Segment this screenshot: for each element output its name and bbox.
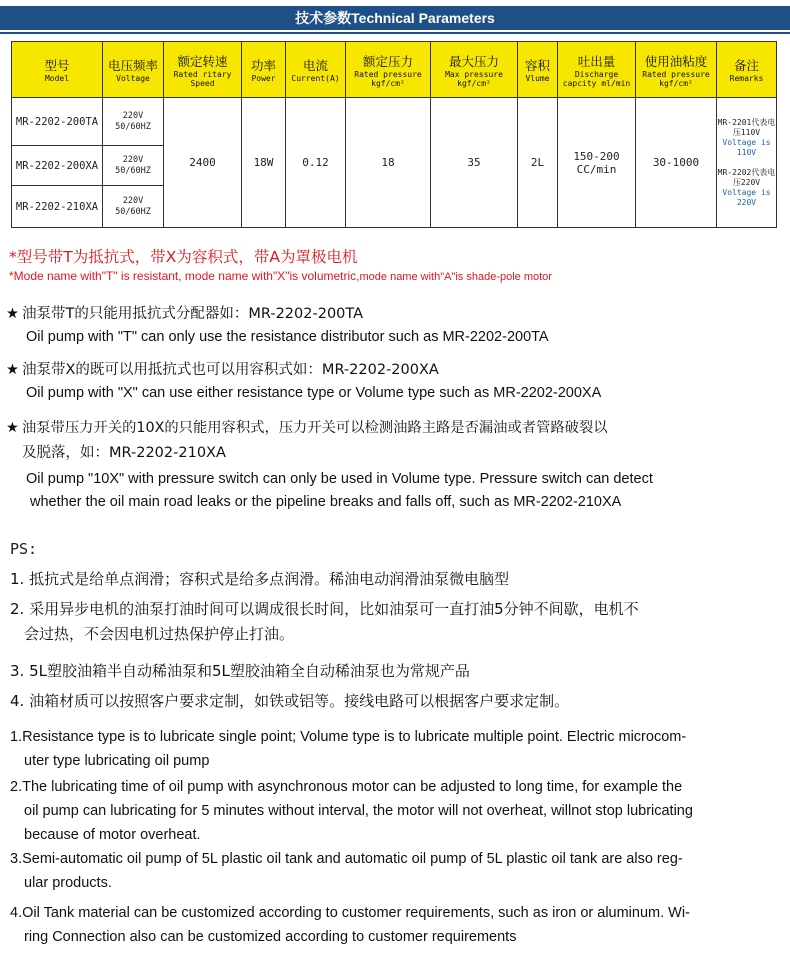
volume-cell: 2L	[518, 98, 558, 228]
col-header-speed: 额定转速 Rated ritary Speed	[164, 42, 242, 98]
power-cell: 18W	[242, 98, 286, 228]
model-suffix-note-cn: *型号带T为抵抗式，带X为容积式，带A为罩极电机	[9, 248, 358, 266]
bullet-x-cn: ★ 油泵带X的既可以用抵抗式也可以用容积式如：MR-2202-200XA	[6, 362, 439, 378]
col-header-volume: 容积 Vlume	[518, 42, 558, 98]
table-row	[12, 98, 777, 146]
col-header-discharge: 吐出量 Discharge capcity ml/min	[558, 42, 636, 98]
ps-en-item-1: 1.Resistance type is to lubricate single point; Volume type is to lubricate multiple point. Electric microcom- uter type lubricating oil pump	[10, 729, 687, 769]
header-underline	[0, 32, 790, 34]
model-suffix-note-en: *Mode name with"T" is resistant, mode name with"X"is volumetric,mode name with"A"is shade-pole motor	[9, 269, 552, 283]
spec-table	[11, 41, 777, 228]
bullet-t-cn: ★ 油泵带T的只能用抵抗式分配器如：MR-2202-200TA	[6, 306, 364, 322]
header-title: 技术参数Technical Parameters	[295, 10, 495, 26]
section-header	[0, 0, 790, 38]
remark-220v-en: Voltage is 220V	[722, 187, 771, 207]
viscosity-cell: 30-1000	[636, 98, 717, 228]
remark-110v-cn: MR-2201代表电压110V	[717, 117, 776, 137]
col-header-current: 电流 Current(A)	[286, 42, 346, 98]
current-cell: 0.12	[286, 98, 346, 228]
bullet-t-en: Oil pump with "T" can only use the resistance distributor such as MR-2202-200TA	[26, 329, 549, 345]
voltage-cell: 220V 50/60HZ	[103, 98, 164, 146]
ps-en-item-2: 2.The lubricating time of oil pump with asynchronous motor can be adjusted to long time, for example the oil pump can lubricating for 5 minutes without interval, the motor will not overheat, willnot stop lubricating because of motor overheat.	[10, 779, 693, 843]
ps-cn-item-1: 1. 抵抗式是给单点润滑；容积式是给多点润滑。稀油电动润滑油泵微电脑型	[10, 570, 510, 588]
rated-pressure-cell: 18	[346, 98, 431, 228]
discharge-cell: 150-200 CC/min	[558, 98, 636, 228]
bullet-x-en: Oil pump with "X" can use either resistance type or Volume type such as MR-2202-200XA	[26, 385, 602, 401]
model-cell: MR-2202-210XA	[12, 186, 103, 228]
star-icon: ★	[6, 306, 19, 322]
col-header-remarks: 备注 Remarks	[717, 42, 777, 98]
ps-cn-item-2: 2. 采用异步电机的油泵打油时间可以调成很长时间，比如油泵可一直打油5分钟不间歇，电机不	[10, 600, 639, 618]
col-header-max-pressure: 最大压力 Max pressure kgf/cm²	[431, 42, 518, 98]
model-cell: MR-2202-200XA	[12, 146, 103, 186]
col-header-viscosity: 使用油粘度 Rated pressure kgf/cm²	[636, 42, 717, 98]
bullet-10x-cn-cont: 及脱落，如：MR-2202-210XA	[22, 445, 226, 461]
ps-cn-item-4: 4. 油箱材质可以按照客户要求定制，如铁或铝等。接线电路可以根据客户要求定制。	[10, 692, 570, 710]
speed-cell: 2400	[164, 98, 242, 228]
table-header-row	[12, 42, 777, 98]
max-pressure-cell: 35	[431, 98, 518, 228]
col-header-rated-pressure: 额定压力 Rated pressure kgf/cm²	[346, 42, 431, 98]
remarks-cell	[717, 98, 777, 228]
star-icon: ★	[6, 420, 19, 436]
ps-label: PS:	[10, 540, 38, 558]
ps-en-item-3: 3.Semi-automatic oil pump of 5L plastic oil tank and automatic oil pump of 5L plastic oil tank are also reg- ular products.	[10, 851, 683, 891]
col-header-power: 功率 Power	[242, 42, 286, 98]
model-cell: MR-2202-200TA	[12, 98, 103, 146]
ps-cn-item-2-cont: 会过热，不会因电机过热保护停止打油。	[24, 625, 295, 643]
col-header-voltage: 电压频率 Voltage	[103, 42, 164, 98]
col-header-model: 型号 Model	[12, 42, 103, 98]
star-icon: ★	[6, 362, 19, 378]
ps-en-item-4: 4.Oil Tank material can be customized according to customer requirements, such as iron or aluminum. Wi- ring Connection also can be customized according to customer requirements	[10, 905, 690, 945]
bullet-10x-cn: ★ 油泵带压力开关的10X的只能用容积式，压力开关可以检测油路主路是否漏油或者管路破裂以	[6, 420, 608, 436]
bullet-10x-en-cont: whether the oil main road leaks or the pipeline breaks and falls off, such as MR-2202-210XA	[30, 494, 622, 510]
remark-110v-en: Voltage is 110V	[722, 137, 771, 157]
voltage-cell: 220V 50/60HZ	[103, 186, 164, 228]
voltage-cell: 220V 50/60HZ	[103, 146, 164, 186]
ps-cn-item-3: 3. 5L塑胶油箱半自动稀油泵和5L塑胶油箱全自动稀油泵也为常规产品	[10, 662, 470, 680]
remark-220v-cn: MR-2202代表电压220V	[717, 167, 776, 187]
bullet-10x-en: Oil pump "10X" with pressure switch can only be used in Volume type. Pressure switch can detect	[26, 471, 653, 487]
